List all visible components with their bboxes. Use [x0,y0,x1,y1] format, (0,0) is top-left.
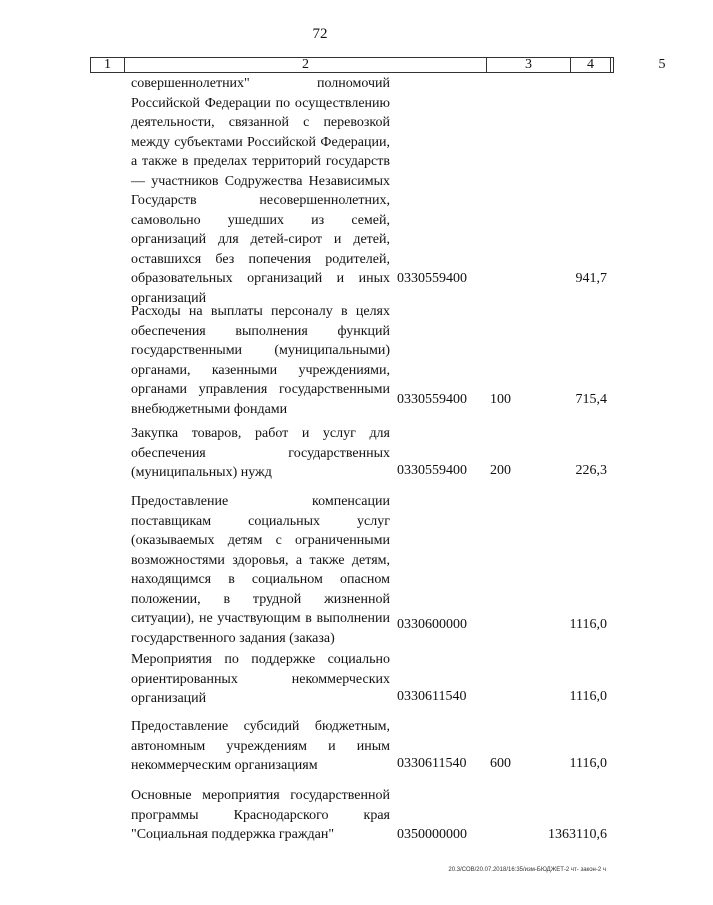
table-row [0,424,640,480]
page-number: 72 [312,26,328,42]
row-description: Закупка товаров, работ и услуг для обеспечения государственных (муниципальных) нужд [131,426,390,480]
row-amount: 715,4 [575,391,607,407]
row-amount: 1116,0 [569,755,607,771]
document-footer: 20.3/СОВ/20.07.2018/16:35/изм-БЮДЖЕТ-2 чт- закон-2 ч [448,867,606,873]
row-code: 0330611540 [397,755,467,771]
header-col-5: 5 [658,57,666,72]
row-amount: 1116,0 [569,616,607,632]
table-row [0,786,640,844]
row-description: Предоставление компенсации поставщикам социальных услуг (оказываемых детям с ограниченными возможностями здоровья, а также детям, находящимся в социальном опасном положении, в трудной жизненной ситуации), не участвующим в выполнении государственного задания (заказа) [131,494,390,646]
row-code: 0330600000 [397,616,467,632]
table-row [0,302,640,417]
table-row [0,492,640,646]
row-expense-type: 100 [490,391,511,407]
header-col-2: 2 [125,58,487,72]
row-description: Мероприятия по поддержке социально ориентированных некоммерческих организаций [131,652,390,706]
header-col-4: 4 [571,58,611,72]
row-code: 0330559400 [397,462,467,478]
row-amount: 941,7 [575,270,607,286]
row-expense-type: 200 [490,462,511,478]
row-code: 0330611540 [397,688,467,704]
header-col-3: 3 [487,58,571,72]
row-description: совершеннолетних" полномочий Российской Федерации по осуществлению деятельности, связанной с перевозкой между субъектами Российской Федерации, а также в пределах территорий государств — участников Содружества Независимых Государств несовершеннолетних, самовольно ушедших из семей, организаций для детей-сирот и детей, оставшихся без попечения родителей, образовательных организаций и иных организаций [131,76,390,306]
row-amount: 1116,0 [569,688,607,704]
row-expense-type: 600 [490,755,511,771]
table-row [0,650,640,706]
row-code: 0330559400 [397,270,467,286]
row-amount: 226,3 [575,462,607,478]
row-description: Расходы на выплаты персоналу в целях обеспечения выполнения функций государственными (муниципальными) органами, казенными учреждениями, органами управления государственными внебюджетными фондами [131,304,390,417]
table-header [90,57,666,73]
row-amount: 1363110,6 [548,826,607,842]
row-description: Основные мероприятия государственной программы Краснодарского края "Социальная поддержка граждан" [131,788,390,842]
table-row [0,74,640,306]
table-row [0,717,640,773]
row-code: 0350000000 [397,826,467,842]
row-description: Предоставление субсидий бюджетным, автономным учреждениям и иным некоммерческим организациям [131,719,390,773]
header-col-1: 1 [91,58,125,72]
row-code: 0330559400 [397,391,467,407]
